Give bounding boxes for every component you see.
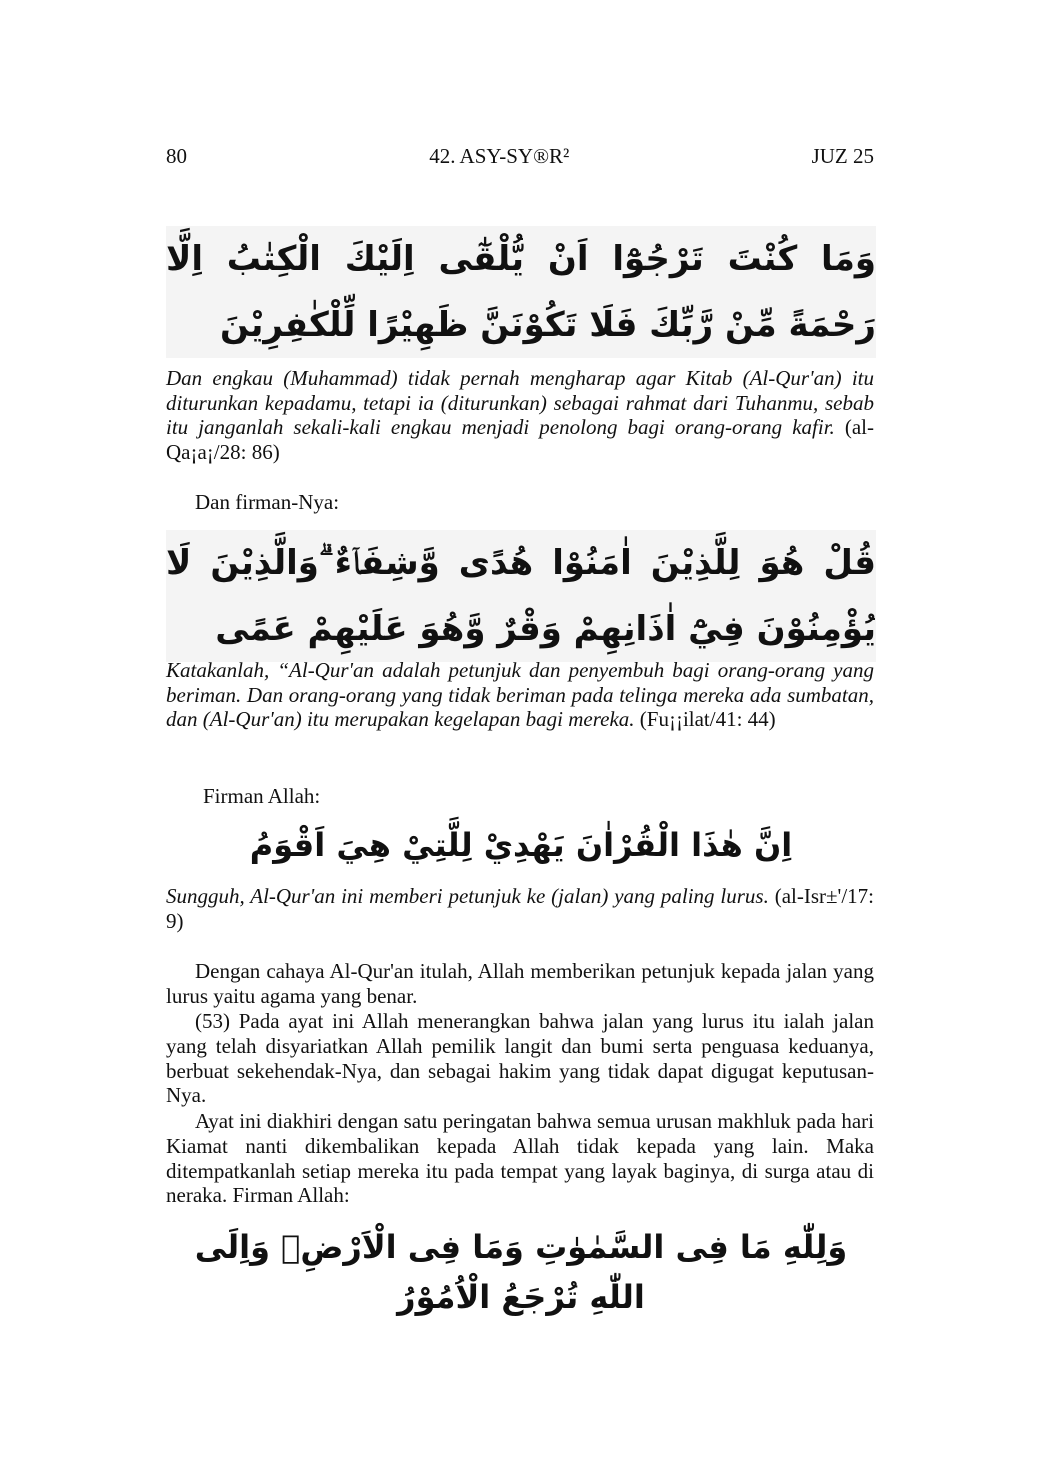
arabic-verse-3: اِنَّ هٰذَا الْقُرْاٰنَ يَهْدِيْ لِلَّتِيْ هِيَ اَقْوَمُ <box>249 826 793 864</box>
translation-2-text: Katakanlah, “Al-Qur'an adalah petunjuk dan penyembuh bagi orang-orang yang beriman. Dan orang-orang yang tidak beriman pada telinga mereka ada sumbatan, dan (Al-Qur'an) itu merupakan kegelapan bagi mereka. <box>166 658 874 731</box>
arabic-verse-4: وَلِلّٰهِ مَا فِى السَّمٰوٰتِ وَمَا فِى الْاَرْضِۗ وَاِلَى اللّٰهِ تُرْجَعُ الْاُمُوْرُ <box>194 1228 848 1316</box>
body-paragraph-3: Ayat ini diakhiri dengan satu peringatan bahwa semua urusan makhluk pada hari Kiamat nanti dikembalikan kepada Allah tidak kepada yang lain. Maka ditempatkanlah setiap mereka itu pada tempat yang layak baginya, di surga atau di neraka. Firman Allah: <box>166 1109 874 1208</box>
reference-3: (al-Isr±'/17: 9) <box>166 884 875 933</box>
juz-label: JUZ 25 <box>811 144 874 168</box>
page-number: 80 <box>166 144 187 168</box>
arabic-verse-2: قُلْ هُوَ لِلَّذِيْنَ اٰمَنُوْا هُدًى وَّشِفَاۤءٌ ۗوَالَّذِيْنَ لَا يُؤْمِنُوْنَ فِيْٓ اٰذَانِهِمْ وَقْرٌ وَّهُوَ عَلَيْهِمْ عَمًى <box>166 530 876 662</box>
reference-2: (Fu¡¡ilat/41: 44) <box>639 707 776 731</box>
intro-text-2: Dan firman-Nya: <box>195 490 340 514</box>
translation-1-text: Dan engkau (Muhammad) tidak pernah mengharap agar Kitab (Al-Qur'an) itu diturunkan kepadamu, tetapi ia (diturunkan) sebagai rahmat dari Tuhanmu, sebab itu janganlah sekali-kali engkau menjadi penolong bagi orang-orang kafir. <box>166 366 874 439</box>
body-paragraph-2: (53) Pada ayat ini Allah menerangkan bahwa jalan yang lurus itu ialah jalan yang telah disyariatkan Allah pemilik langit dan bumi serta penguasa keduanya, berbuat sekehendak-Nya, dan sebagai hakim yang tidak dapat digugat keputusan-Nya. <box>166 1009 874 1108</box>
translation-2 <box>166 658 874 732</box>
chapter-title: 42. ASY-SY®R² <box>429 144 570 168</box>
page-header <box>166 142 874 170</box>
translation-3-text: Sungguh, Al-Qur'an ini memberi petunjuk ke (jalan) yang paling lurus. <box>166 884 769 908</box>
intro-text-3: Firman Allah: <box>203 784 321 808</box>
reference-1: (al-Qa¡a¡/28: 86) <box>166 415 875 464</box>
body-paragraph-1: Dengan cahaya Al-Qur'an itulah, Allah memberikan petunjuk kepada jalan yang lurus yaitu agama yang benar. <box>166 959 874 1008</box>
translation-3 <box>166 884 874 933</box>
translation-1 <box>166 366 874 464</box>
arabic-verse-1: وَمَا كُنْتَ تَرْجُوْٓا اَنْ يُّلْقٰٓى اِلَيْكَ الْكِتٰبُ اِلَّا رَحْمَةً مِّنْ رَّبِّكَ فَلَا تَكُوْنَنَّ ظَهِيْرًا لِّلْكٰفِرِيْنَ <box>166 226 876 358</box>
